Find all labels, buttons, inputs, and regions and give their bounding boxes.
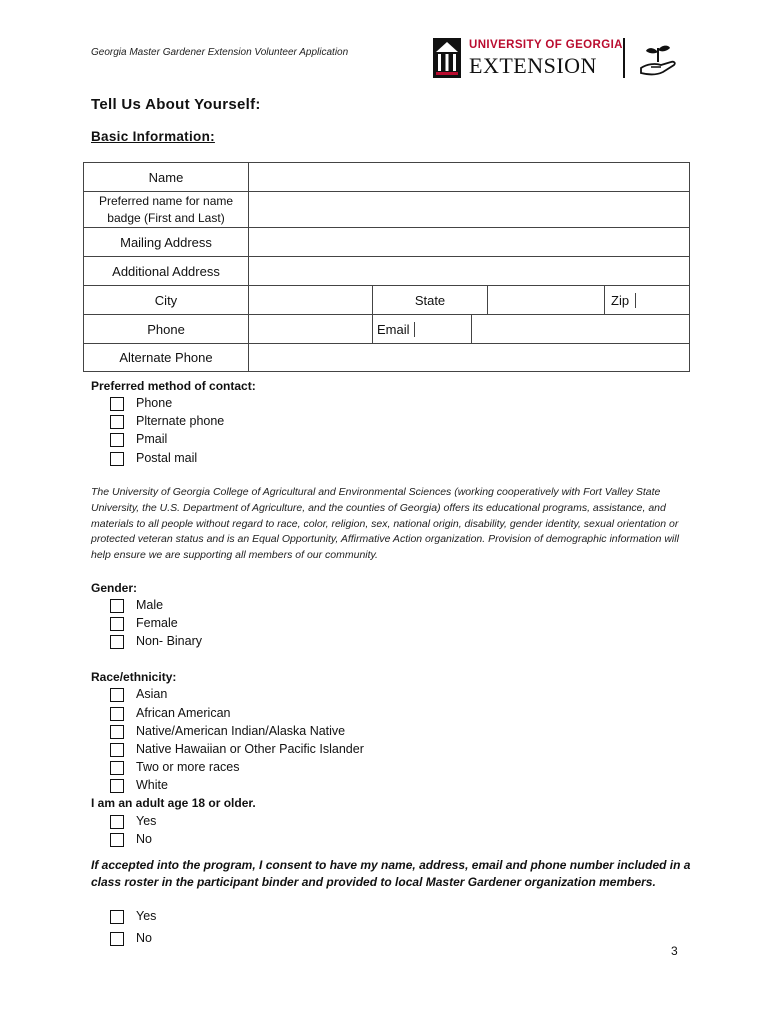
checkbox[interactable] — [110, 932, 124, 946]
email-field[interactable] — [472, 315, 690, 344]
state-label: State — [373, 286, 488, 315]
checkbox[interactable] — [110, 452, 124, 466]
mailing-address-label: Mailing Address — [84, 228, 249, 257]
adult-age-label: I am an adult age 18 or older. — [91, 796, 256, 810]
phone-field[interactable] — [249, 315, 373, 344]
name-field[interactable] — [249, 163, 690, 192]
alternate-phone-field[interactable] — [249, 344, 690, 372]
checkbox[interactable] — [110, 833, 124, 847]
uga-arch-icon — [433, 38, 461, 78]
phone-label: Phone — [84, 315, 249, 344]
email-cell — [373, 315, 472, 344]
alternate-phone-label: Alternate Phone — [84, 344, 249, 372]
city-label: City — [84, 286, 249, 315]
mailing-address-field[interactable] — [249, 228, 690, 257]
roster-consent-label: If accepted into the program, I consent to have my name, address, email and phone number included in a class roster in the participant binder and provided to local Master Gardener organization members. — [91, 858, 691, 889]
table-row-additional-address — [84, 257, 690, 286]
gender-label: Gender: — [91, 581, 138, 595]
section-heading-basic-info: Basic Information: — [91, 129, 215, 144]
checkbox[interactable] — [110, 433, 124, 447]
logo-extension-text: EXTENSION — [469, 53, 597, 78]
contact-method-label: Preferred method of contact: — [91, 379, 256, 393]
page-number: 3 — [671, 944, 678, 958]
checkbox[interactable] — [110, 761, 124, 775]
checkbox[interactable] — [110, 688, 124, 702]
table-row-phone-email — [84, 315, 690, 344]
logo-university-text: UNIVERSITY OF GEORGIA — [469, 39, 623, 51]
additional-address-field[interactable] — [249, 257, 690, 286]
section-heading-tell-us: Tell Us About Yourself: — [91, 96, 261, 113]
checkbox[interactable] — [110, 910, 124, 924]
table-row-mailing-address — [84, 228, 690, 257]
checkbox[interactable] — [110, 779, 124, 793]
additional-address-label: Additional Address — [84, 257, 249, 286]
checkbox[interactable] — [110, 599, 124, 613]
race-label: Race/ethnicity: — [91, 670, 177, 684]
table-row-city-state-zip — [84, 286, 690, 315]
basic-info-table — [83, 162, 690, 372]
checkbox[interactable] — [110, 397, 124, 411]
preferred-name-field[interactable] — [249, 192, 690, 228]
zip-label: Zip — [605, 293, 636, 308]
hand-plant-icon — [637, 42, 679, 78]
checkbox[interactable] — [110, 725, 124, 739]
checkbox[interactable] — [110, 707, 124, 721]
state-field[interactable] — [488, 286, 605, 315]
uga-extension-logo — [433, 36, 683, 82]
checkbox[interactable] — [110, 415, 124, 429]
preferred-name-label: Preferred name for name badge (First and Last) — [84, 192, 249, 228]
checkbox[interactable] — [110, 815, 124, 829]
checkbox[interactable] — [110, 635, 124, 649]
checkbox[interactable] — [110, 617, 124, 631]
name-label: Name — [84, 163, 249, 192]
email-label: Email — [373, 322, 415, 337]
table-row-preferred-name — [84, 192, 690, 228]
zip-field[interactable] — [605, 286, 690, 315]
table-row-alternate-phone — [84, 344, 690, 372]
logo-divider — [623, 38, 625, 78]
checkbox[interactable] — [110, 743, 124, 757]
table-row-name — [84, 163, 690, 192]
city-field[interactable] — [249, 286, 373, 315]
document-header-title: Georgia Master Gardener Extension Volunteer Application — [91, 47, 349, 58]
equal-opportunity-disclaimer: The University of Georgia College of Agricultural and Environmental Sciences (working cooperatively with Fort Valley State University, the U.S. Department of Agriculture, and the counties of Georgia) offers its educational programs, assistance, and materials to all people without regard to race, color, religion, sex, national origin, disability, gender identity, sexual orientation or protected veteran status and is an Equal Opportunity, Affirmative Action organization. Provision of demographic information will help ensure we are supporting all members of our community. — [91, 486, 679, 562]
